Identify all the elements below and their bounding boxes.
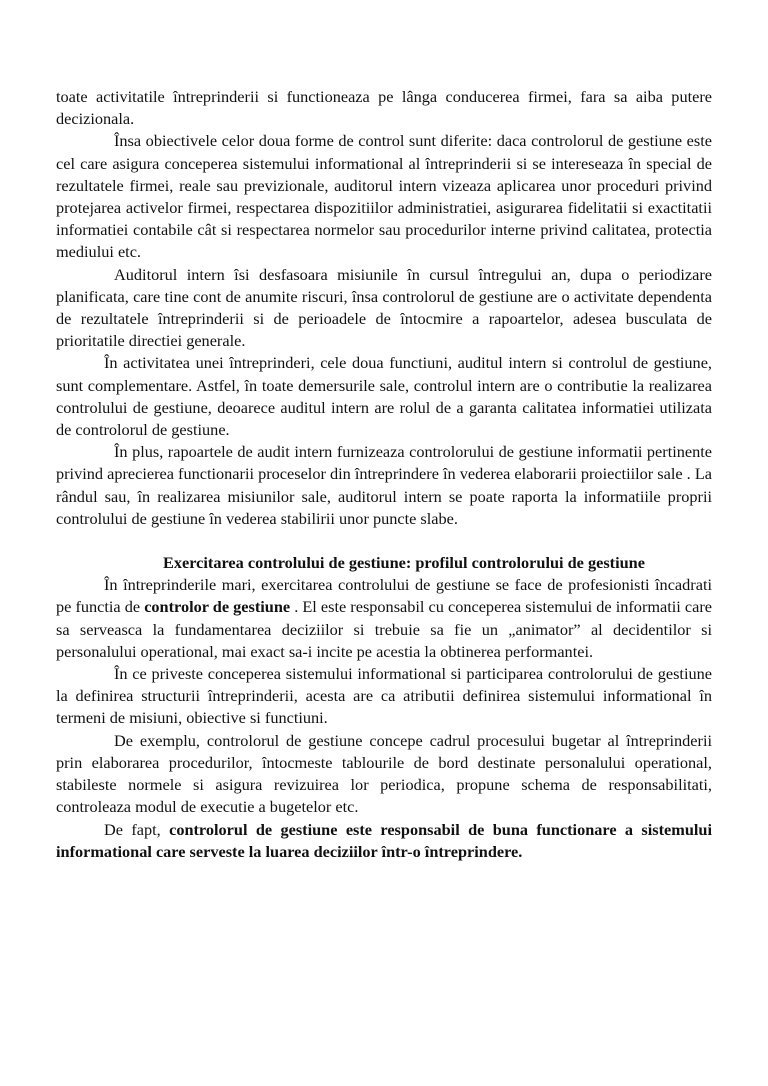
text-segment: De fapt,: [104, 819, 170, 839]
paragraph-information-system: În ce priveste conceperea sistemului informational si participarea controlorului de gestiune la definirea structurii întreprinderii, acesta are ca atributii definirea sistemului informational în termeni de misiuni, obiective si functiuni.: [56, 664, 712, 728]
paragraph-continuation: toate activitatile întreprinderii si functioneaza pe lânga conducerea firmei, fara sa aiba putere decizionala.: [56, 87, 712, 129]
section-heading: Exercitarea controlului de gestiune: profilul controlorului de gestiune: [163, 553, 645, 573]
bold-conclusion: controlorul de gestiune este responsabil de buna functionare a sistemului informational care serveste la luarea deciziilor într-o întreprindere.: [56, 819, 712, 861]
paragraph-audit-reports: În plus, rapoartele de audit intern furnizeaza controlorului de gestiune informatii pertinente privind aprecierea functionarii proceselor din întreprindere în vederea elaborarii proiectiilor sale . La rândul sau, în realizarea misiunilor sale, auditorul intern se poate raporta la informatiile proprii controlului de gestiune în vederea stabilirii unor puncte slabe.: [56, 442, 712, 528]
spacer: [56, 530, 712, 552]
paragraph-example: De exemplu, controlorul de gestiune concepe cadrul procesului bugetar al întreprinderii prin elaborarea procedurilor, întocmeste tablourile de bord destinate personalului operational, stabileste normele si asigura revizuirea lor periodica, propune schema de responsabilitati, controleaza modul de executie a bugetelor etc.: [56, 730, 712, 817]
text-segment: În întreprinderile mari, exercitarea controlului de gestiune se face de profesionisti încadrati pe functia de: [56, 575, 712, 617]
text-segment: . El este responsabil cu conceperea sistemului de informatii care sa serveasca la fundamentarea deciziilor si trebuie sa fie un „animator” al decidentilor si personalului operational, mai exact sa-i incite pe acestia la obtinerea performantei.: [56, 597, 713, 661]
paragraph-complementary-functions: În activitatea unei întreprinderi, cele doua functiuni, auditul intern si controlul de gestiune, sunt complementare. Astfel, în toate demersurile sale, controlul intern are o contributie la realizarea controlului de gestiune, deoarece auditul intern are rolul de a garanta calitatea informatiei utilizata de controlorul de gestiune.: [56, 353, 712, 440]
bold-term: controlor de gestiune: [144, 597, 291, 617]
paragraph-auditor-missions: Auditorul intern îsi desfasoara misiunile în cursul întregului an, dupa o periodizare planificata, care tine cont de anumite riscuri, însa controlorul de gestiune are o activitate dependenta de rezultatele întreprinderii si de perioadele de întocmire a rapoartelor, adesea busculata de prioritatile directiei generale.: [56, 264, 712, 351]
paragraph-control-objectives: Însa obiectivele celor doua forme de control sunt diferite: daca controlorul de gestiune este cel care asigura conceperea sistemului informational al întreprinderii si se intereseaza în special de rezultatele firmei, reale sau previzionale, auditorul intern vizeaza aplicarea unor proceduri privind protejarea activelor firmei, respectarea dispozitiilor administratiei, asigurarea fidelitatii si exactitatii informatiei contabile cât si respectarea normelor sau procedurilor interne privind calitatea, protectia mediului etc.: [56, 131, 712, 262]
paragraph-conclusion: [56, 819, 712, 863]
document-page: [56, 86, 712, 863]
paragraph-large-enterprises: [56, 574, 712, 663]
